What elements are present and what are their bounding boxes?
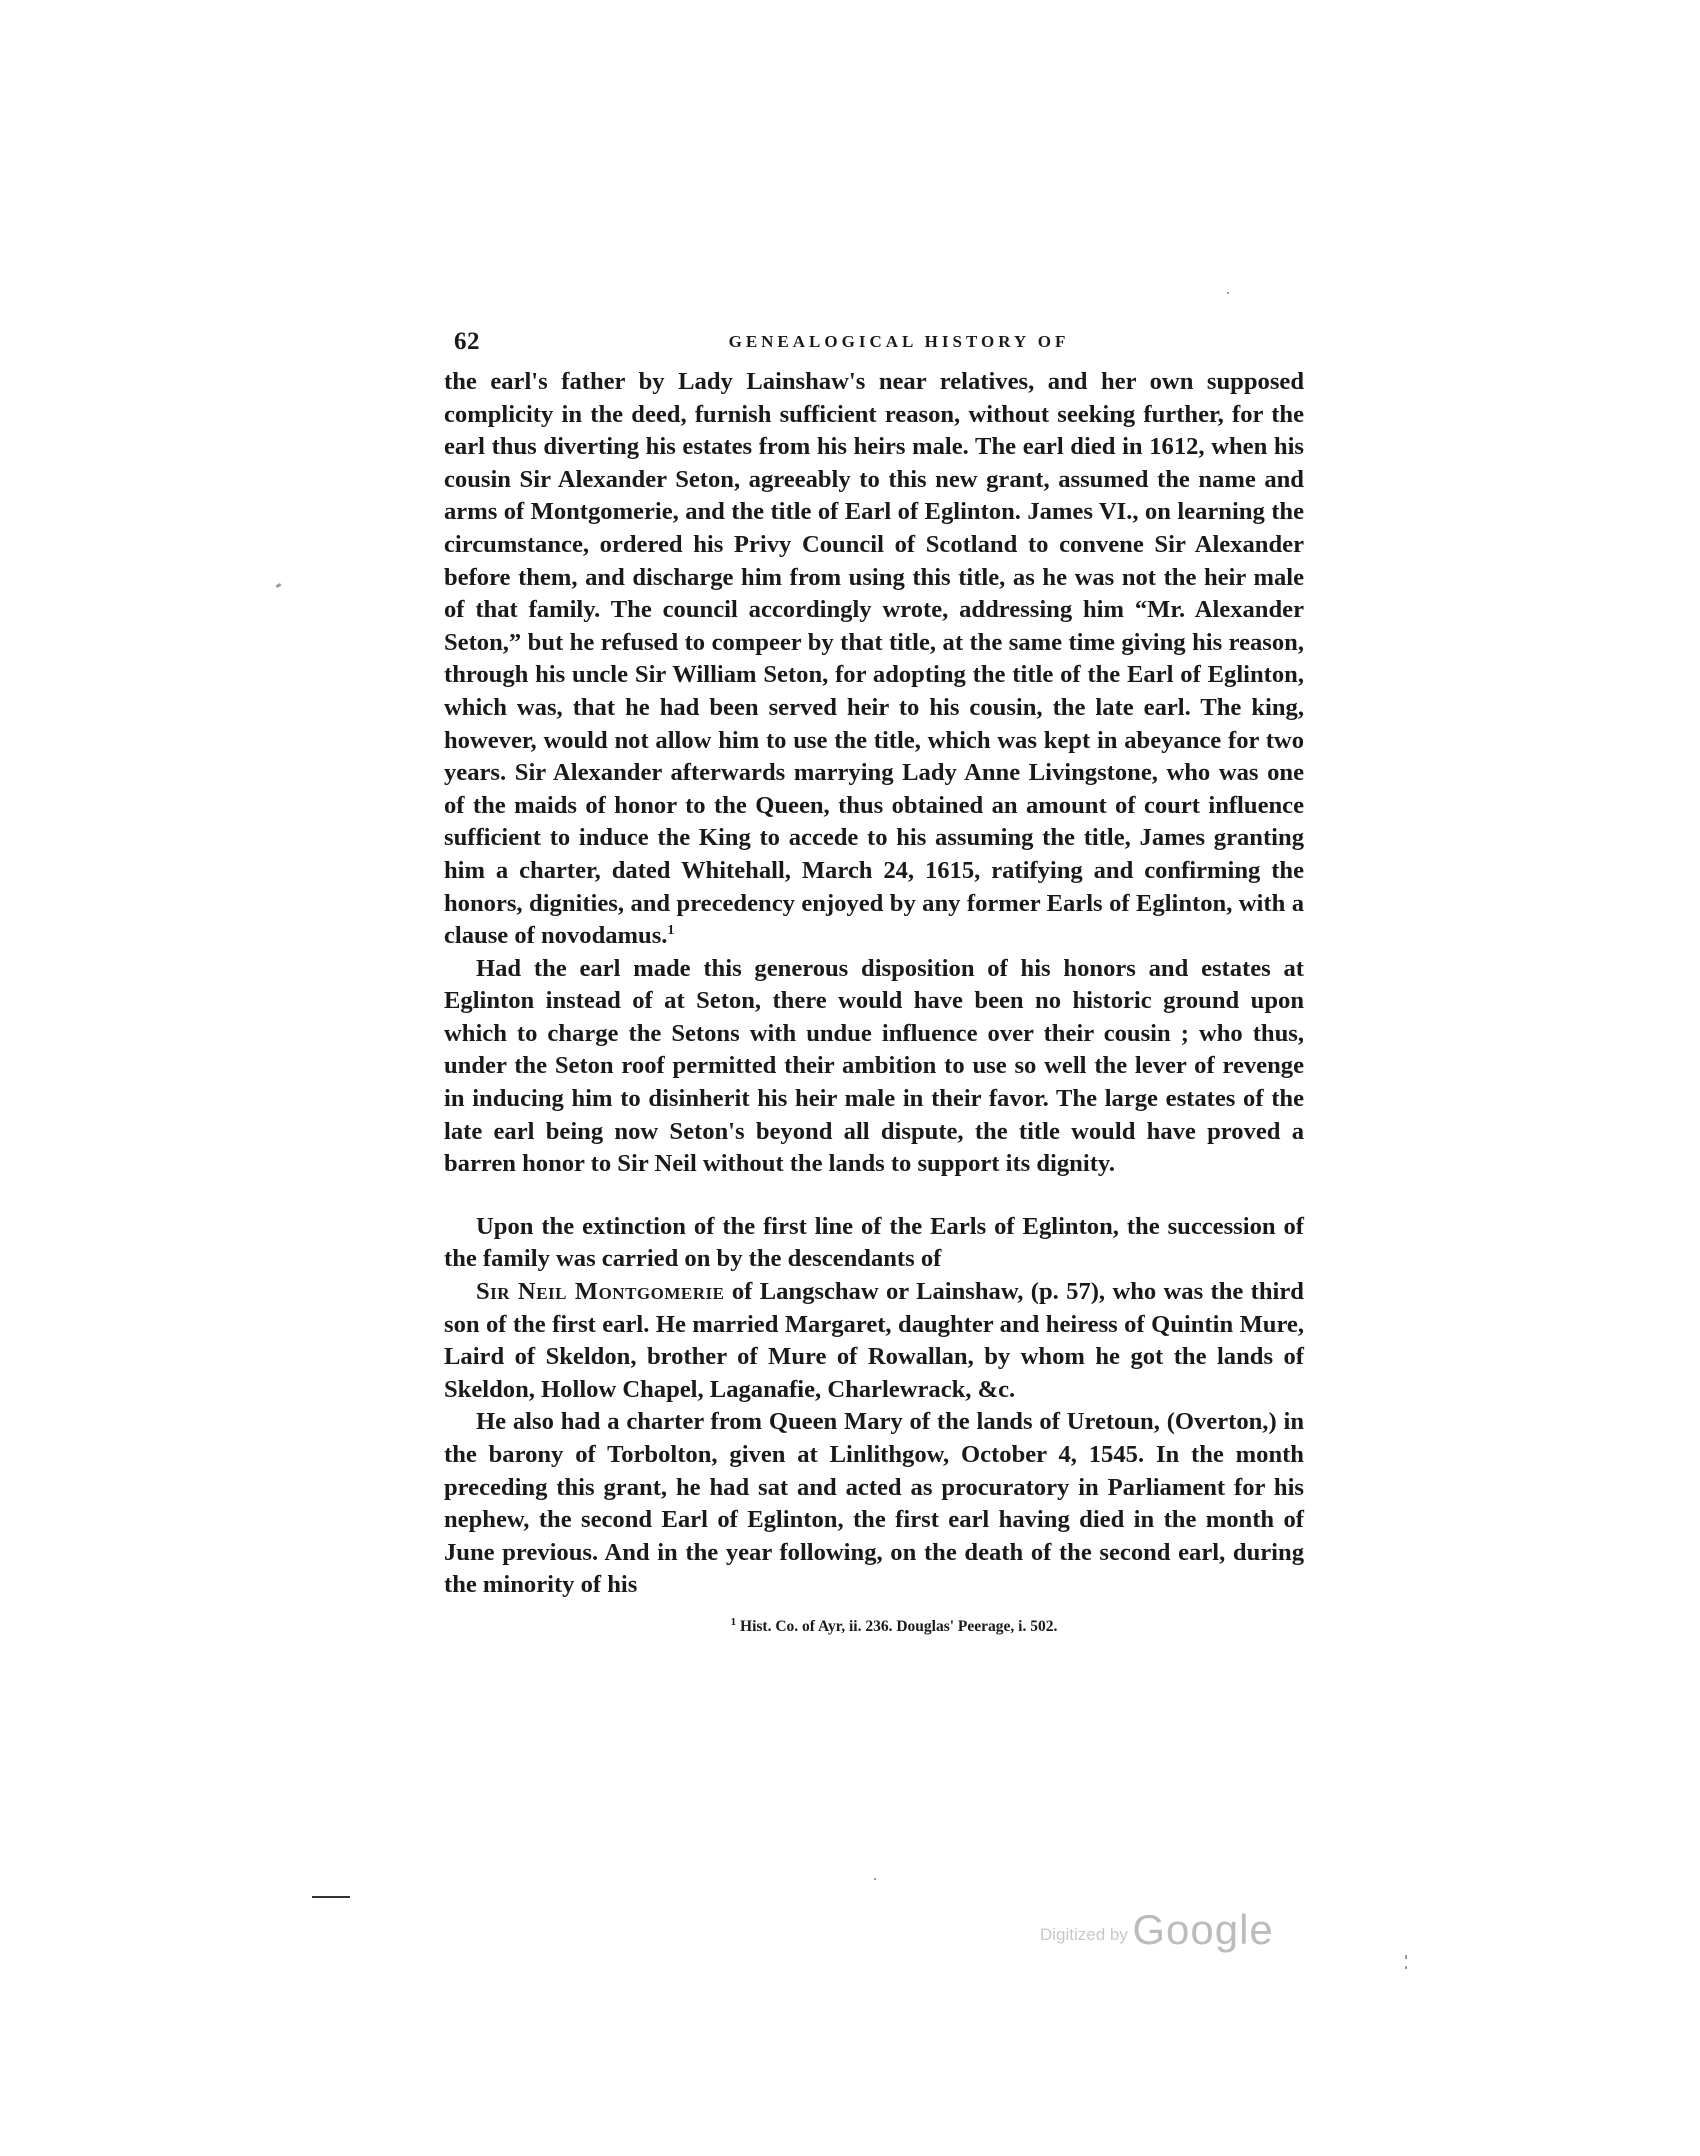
footnote-reference: 1 xyxy=(667,923,675,939)
scan-speck xyxy=(1405,1966,1407,1969)
person-heading: Sir Neil Montgomerie xyxy=(476,1278,725,1306)
scan-speck xyxy=(312,1896,350,1898)
scan-speck xyxy=(1405,1955,1407,1959)
scan-speck xyxy=(276,583,282,588)
scan-speck xyxy=(874,1878,876,1880)
body-text xyxy=(444,366,1304,1602)
paragraph: He also had a charter from Queen Mary of the lands of Uretoun, (Overton,) in the barony of Torbolton, given at Linlithgow, October 4, 1545. In the month preceding this grant, he had sat and acted as procuratory in Parliament for his nephew, the second Earl of Eglinton, the first earl having died in the month of June previous. And in the year following, on the death of the second earl, during the minority of his xyxy=(444,1408,1304,1599)
page-number: 62 xyxy=(454,328,480,355)
footnote: $^1$ Hist. Co. of Ayr, ii. 236. Douglas' Peerage, i. 502. xyxy=(730,1615,1058,1635)
scan-speck xyxy=(1227,292,1229,294)
book-page xyxy=(444,318,1304,1636)
paragraph: Had the earl made this generous disposition of his honors and estates at Eglinton instead of at Seton, there would have been no historic ground upon which to charge the Setons with undue influence over their cousin ; who thus, under the Seton roof permitted their ambition to use so well the lever of revenge in inducing him to disinherit his heir male in their favor. The large estates of the late earl being now Seton's beyond all dispute, the title would have proved a barren honor to Sir Neil without the lands to support its dignity. xyxy=(444,954,1304,1178)
paragraph-sir-neil: Sir Neil Montgomerie of Langschaw or Lainshaw, (p. 57), who was the third son of the first earl. He married Margaret, daughter and heiress of Quintin Mure, Laird of Skeldon, brother of Mure of Rowallan, by whom he got the lands of Skeldon, Hollow Chapel, Laganafie, Charlewrack, &c. xyxy=(444,1278,1304,1403)
google-watermark xyxy=(1040,1906,1274,1954)
paragraph-succession: Upon the extinction of the first line of the Earls of Eglinton, the succession of the family was carried on by the descendants of xyxy=(444,1212,1304,1273)
watermark-small-text: Digitized by xyxy=(1040,1925,1128,1944)
section-gap xyxy=(444,1181,1304,1211)
google-logo-text: Google xyxy=(1132,1906,1274,1953)
running-title: GENEALOGICAL HISTORY OF xyxy=(728,332,1070,351)
page-header xyxy=(444,318,1304,362)
paragraph-continuation: the earl's father by Lady Lainshaw's near relatives, and her own supposed complicity in the deed, furnish sufficient reason, without seeking further, for the earl thus diverting his estates from his heirs male. The earl died in 1612, when his cousin Sir Alexander Seton, agreeably to this new grant, assumed the name and arms of Montgomerie, and the title of Earl of Eglinton. James VI., on learning the circumstance, ordered his Privy Council of Scotland to convene Sir Alexander before them, and discharge him from using this title, as he was not the heir male of that family. The council accordingly wrote, addressing him “Mr. Alexander Seton,” but he refused to compeer by that title, at the same time giving his reason, through his uncle Sir William Seton, for adopting the title of the Earl of Eglinton, which was, that he had been served heir to his cousin, the late earl. The king, however, would not allow him to use the title, which was kept in abeyance for two years. Sir Alexander afterwards marrying Lady Anne Livingstone, who was one of the maids of honor to the Queen, thus obtained an amount of court influence sufficient to induce the King to accede to his assuming the title, James granting him a charter, dated Whitehall, March 24, 1615, ratifying and confirming the honors, dignities, and precedency enjoyed by any former Earls of Eglinton, with a clause of novodamus.$^1$ xyxy=(444,368,1304,950)
footnote-marker: 1 xyxy=(730,1615,737,1628)
